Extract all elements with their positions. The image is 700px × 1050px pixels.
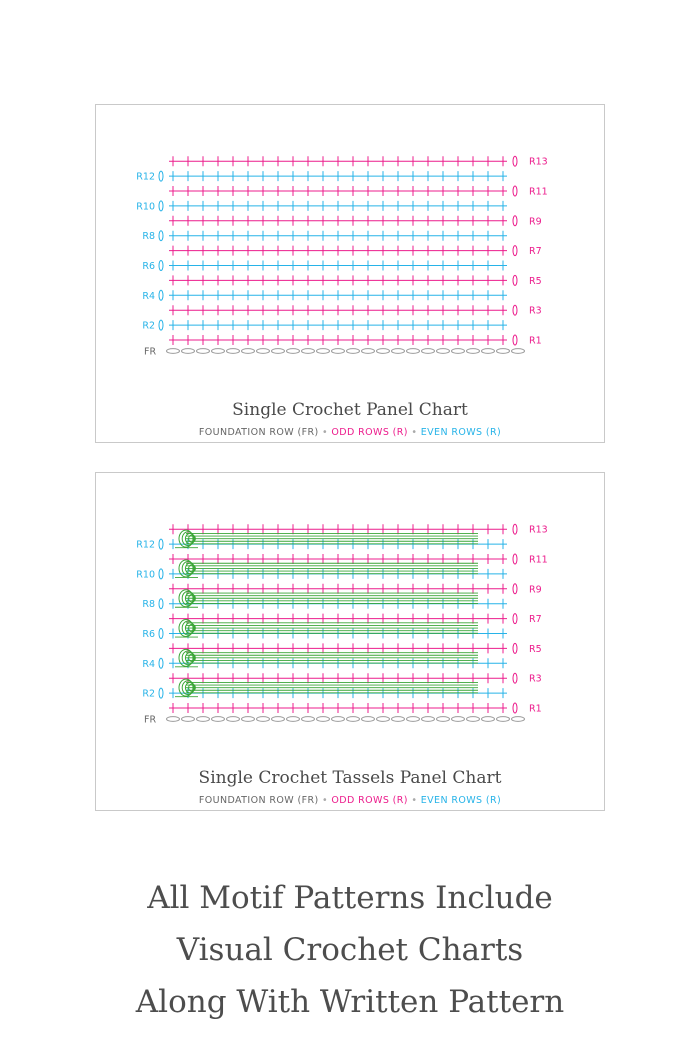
turning-chain	[513, 246, 517, 256]
odd-row	[169, 643, 517, 653]
turning-chain	[513, 614, 517, 624]
chain-stitch	[242, 349, 255, 354]
even-row	[159, 231, 507, 241]
odd-row	[169, 335, 517, 345]
chart-legend	[96, 427, 604, 438]
turning-chain	[159, 658, 163, 668]
chain-stitch	[377, 717, 390, 722]
turning-chain	[513, 673, 517, 683]
turning-chain	[159, 569, 163, 579]
chain-stitch	[347, 717, 360, 722]
odd-row	[169, 246, 517, 256]
chain-stitch	[257, 349, 270, 354]
chain-stitch	[512, 349, 525, 354]
row-label: R12	[136, 539, 155, 551]
row-label: R2	[142, 688, 155, 700]
chain-stitch	[317, 717, 330, 722]
chart-panel-tassels	[95, 472, 605, 811]
row-label: R7	[529, 246, 542, 258]
chain-stitch	[227, 349, 240, 354]
chain-stitch	[422, 717, 435, 722]
row-label: R5	[529, 643, 542, 655]
chain-stitch	[212, 349, 225, 354]
chain-stitch	[287, 717, 300, 722]
turning-chain	[159, 320, 163, 330]
row-label: R3	[529, 673, 542, 685]
odd-row	[169, 216, 517, 226]
caption-line: Along With Written Pattern	[135, 984, 565, 1020]
chain-stitch	[272, 349, 285, 354]
turning-chain	[159, 290, 163, 300]
even-row	[159, 261, 507, 271]
chain-stitch	[302, 349, 315, 354]
row-label: R6	[142, 629, 155, 640]
turning-chain	[513, 524, 517, 534]
chain-stitch	[377, 349, 390, 354]
chain-stitch	[167, 717, 180, 722]
caption	[0, 872, 700, 1028]
chain-stitch	[407, 349, 420, 354]
row-label: R8	[142, 231, 155, 243]
chain-stitch	[317, 349, 330, 354]
legend-separator: •	[321, 427, 328, 438]
chart-legend	[96, 795, 604, 806]
chain-stitch	[407, 717, 420, 722]
tassel	[175, 620, 478, 638]
turning-chain	[513, 305, 517, 315]
turning-chain	[513, 703, 517, 713]
chain-stitch	[182, 349, 195, 354]
row-label: R4	[142, 290, 155, 302]
chain-stitch	[302, 717, 315, 722]
row-label: R1	[529, 703, 542, 715]
chart-diagram	[96, 473, 604, 810]
row-label: R10	[136, 201, 155, 213]
chain-stitch	[272, 717, 285, 722]
row-label: R4	[142, 658, 155, 670]
chain-stitch	[242, 717, 255, 722]
legend-foundation: FOUNDATION ROW (FR)	[198, 427, 319, 438]
legend-even-rows: EVEN ROWS (R)	[420, 427, 502, 438]
tassels	[175, 530, 478, 697]
turning-chain	[159, 171, 163, 181]
chain-stitch	[197, 717, 210, 722]
row-label: R9	[529, 584, 542, 596]
chain-stitch	[452, 349, 465, 354]
row-label: R8	[142, 599, 155, 611]
chain-stitch	[227, 717, 240, 722]
legend-separator: •	[411, 795, 418, 806]
odd-row	[169, 305, 517, 315]
row-label: R5	[529, 275, 542, 287]
tassel	[175, 649, 478, 667]
legend-separator: •	[321, 795, 328, 806]
turning-chain	[159, 201, 163, 211]
row-label: R10	[136, 569, 155, 581]
chain-stitch	[437, 717, 450, 722]
chain-stitch	[497, 717, 510, 722]
tassel	[175, 530, 478, 548]
chain-stitch	[182, 717, 195, 722]
chain-stitch	[467, 717, 480, 722]
chart-title: Single Crochet Tassels Panel Chart	[198, 768, 502, 788]
chain-stitch	[512, 717, 525, 722]
legend-odd-rows: ODD ROWS (R)	[331, 795, 408, 806]
odd-row	[169, 584, 517, 594]
chart-diagram	[96, 105, 604, 442]
row-label: R11	[529, 186, 548, 198]
chain-stitch	[197, 349, 210, 354]
foundation-row	[167, 349, 525, 354]
odd-row	[169, 524, 517, 534]
chain-stitch	[347, 349, 360, 354]
chain-stitch	[212, 717, 225, 722]
row-label: R3	[529, 305, 542, 317]
turning-chain	[159, 629, 163, 639]
turning-chain	[159, 539, 163, 549]
chain-stitch	[497, 349, 510, 354]
legend-separator: •	[411, 427, 418, 438]
odd-row	[169, 703, 517, 713]
turning-chain	[513, 216, 517, 226]
odd-row	[169, 554, 517, 564]
chain-stitch	[422, 349, 435, 354]
foundation-label: FR	[144, 714, 157, 726]
chain-stitch	[362, 717, 375, 722]
turning-chain	[159, 261, 163, 271]
turning-chain	[513, 186, 517, 196]
row-label: R9	[529, 216, 542, 228]
foundation-row	[167, 717, 525, 722]
odd-row	[169, 156, 517, 166]
even-row	[159, 290, 507, 300]
even-row	[159, 171, 507, 181]
chart-title: Single Crochet Panel Chart	[232, 400, 468, 420]
chain-stitch	[452, 717, 465, 722]
turning-chain	[513, 584, 517, 594]
caption-line: All Motif Patterns Include	[147, 880, 553, 916]
turning-chain	[159, 231, 163, 241]
chain-stitch	[332, 349, 345, 354]
chain-stitch	[467, 349, 480, 354]
tassel	[175, 590, 478, 608]
odd-row	[169, 275, 517, 285]
chain-stitch	[437, 349, 450, 354]
turning-chain	[159, 599, 163, 609]
chain-stitch	[362, 349, 375, 354]
chain-stitch	[332, 717, 345, 722]
tassel	[175, 679, 478, 697]
foundation-label: FR	[144, 346, 157, 358]
caption-line: Visual Crochet Charts	[176, 932, 524, 968]
chain-stitch	[482, 717, 495, 722]
odd-row	[169, 186, 517, 196]
row-label: R6	[142, 261, 155, 272]
even-row	[159, 201, 507, 211]
legend-even-rows: EVEN ROWS (R)	[420, 795, 502, 806]
tassel	[175, 560, 478, 578]
turning-chain	[513, 335, 517, 345]
turning-chain	[513, 275, 517, 285]
row-label: R11	[529, 554, 548, 566]
even-row	[159, 320, 507, 330]
chart-panel-single-crochet	[95, 104, 605, 443]
chain-stitch	[392, 717, 405, 722]
chain-stitch	[482, 349, 495, 354]
chain-stitch	[257, 717, 270, 722]
odd-row	[169, 614, 517, 624]
row-label: R13	[529, 524, 548, 536]
chain-stitch	[392, 349, 405, 354]
turning-chain	[513, 643, 517, 653]
row-label: R13	[529, 156, 548, 168]
odd-row	[169, 673, 517, 683]
turning-chain	[159, 688, 163, 698]
row-label: R7	[529, 614, 542, 626]
legend-odd-rows: ODD ROWS (R)	[331, 427, 408, 438]
turning-chain	[513, 554, 517, 564]
legend-foundation: FOUNDATION ROW (FR)	[198, 795, 319, 806]
row-label: R1	[529, 335, 542, 347]
turning-chain	[513, 156, 517, 166]
row-label: R12	[136, 171, 155, 183]
chain-stitch	[287, 349, 300, 354]
row-label: R2	[142, 320, 155, 332]
chain-stitch	[167, 349, 180, 354]
